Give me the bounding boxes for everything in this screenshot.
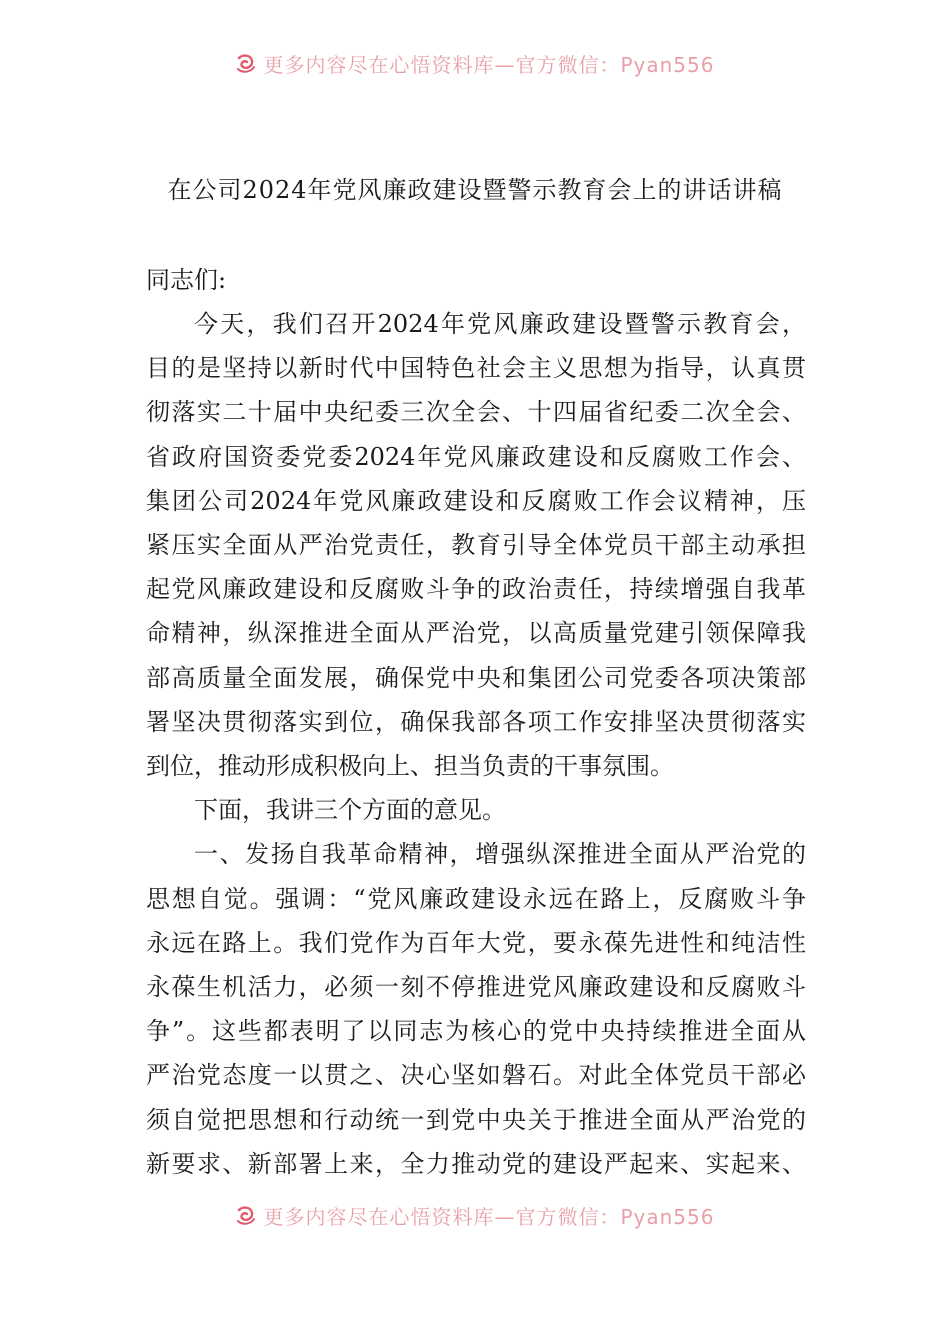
text-line: 须自觉把思想和行动统一到党中央关于推进全面从严治党的 bbox=[146, 1105, 806, 1134]
text-line: 新要求、新部署上来，全力推动党的建设严起来、实起来、 bbox=[146, 1149, 806, 1178]
watermark-header bbox=[0, 54, 950, 84]
watermark-footer bbox=[0, 1206, 950, 1236]
paragraph-section-one bbox=[146, 832, 806, 1186]
greeting: 同志们: bbox=[146, 266, 227, 294]
text-line: 起党风廉政建设和反腐败斗争的政治责任，持续增强自我革 bbox=[146, 575, 806, 604]
document-body bbox=[146, 258, 806, 1186]
text-line: 思想自觉。强调：“党风廉政建设永远在路上，反腐败斗争 bbox=[146, 884, 806, 913]
section-heading-line: 一、发扬自我革命精神，增强纵深推进全面从严治党的 bbox=[194, 840, 806, 869]
text-line: 命精神，纵深推进全面从严治党，以高质量党建引领保障我 bbox=[146, 619, 806, 648]
text-line: 今天，我们召开2024年党风廉政建设暨警示教育会， bbox=[194, 310, 806, 338]
text-line: 部高质量全面发展，确保党中央和集团公司党委各项决策部 bbox=[146, 663, 806, 692]
paragraph-transition bbox=[146, 788, 806, 832]
watermark-text: 更多内容尽在心悟资料库—官方微信：Pyan556 bbox=[263, 1206, 715, 1229]
text-line: 省政府国资委党委2024年党风廉政建设和反腐败工作会、 bbox=[146, 442, 806, 471]
text-line: 紧压实全面从严治党责任，教育引导全体党员干部主动承担 bbox=[146, 531, 806, 560]
text-line: 彻落实二十届中央纪委三次全会、十四届省纪委二次全会、 bbox=[146, 398, 806, 427]
text-line: 到位，推动形成积极向上、担当负责的干事氛围。 bbox=[146, 752, 674, 781]
paragraph-opening bbox=[146, 302, 806, 788]
document-title: 在公司2024年党风廉政建设暨警示教育会上的讲话讲稿 bbox=[167, 176, 783, 204]
text-line: 集团公司2024年党风廉政建设和反腐败工作会议精神，压 bbox=[146, 486, 806, 515]
text-line: 目的是坚持以新时代中国特色社会主义思想为指导，认真贯 bbox=[146, 354, 806, 383]
text-line: 永远在路上。我们党作为百年大党，要永葆先进性和纯洁性 bbox=[146, 928, 806, 957]
watermark-text: 更多内容尽在心悟资料库—官方微信：Pyan556 bbox=[263, 54, 715, 77]
text-line: 下面，我讲三个方面的意见。 bbox=[194, 796, 506, 825]
text-line: 署坚决贯彻落实到位，确保我部各项工作安排坚决贯彻落实 bbox=[146, 707, 806, 736]
text-line: 永葆生机活力，必须一刻不停推进党风廉政建设和反腐败斗 bbox=[146, 973, 806, 1002]
text-line: 争”。这些都表明了以同志为核心的党中央持续推进全面从 bbox=[146, 1017, 806, 1046]
text-line: 严治党态度一以贯之、决心坚如磐石。对此全体党员干部必 bbox=[146, 1061, 806, 1090]
swirl-logo-icon bbox=[235, 1206, 257, 1226]
swirl-logo-icon bbox=[235, 54, 257, 74]
